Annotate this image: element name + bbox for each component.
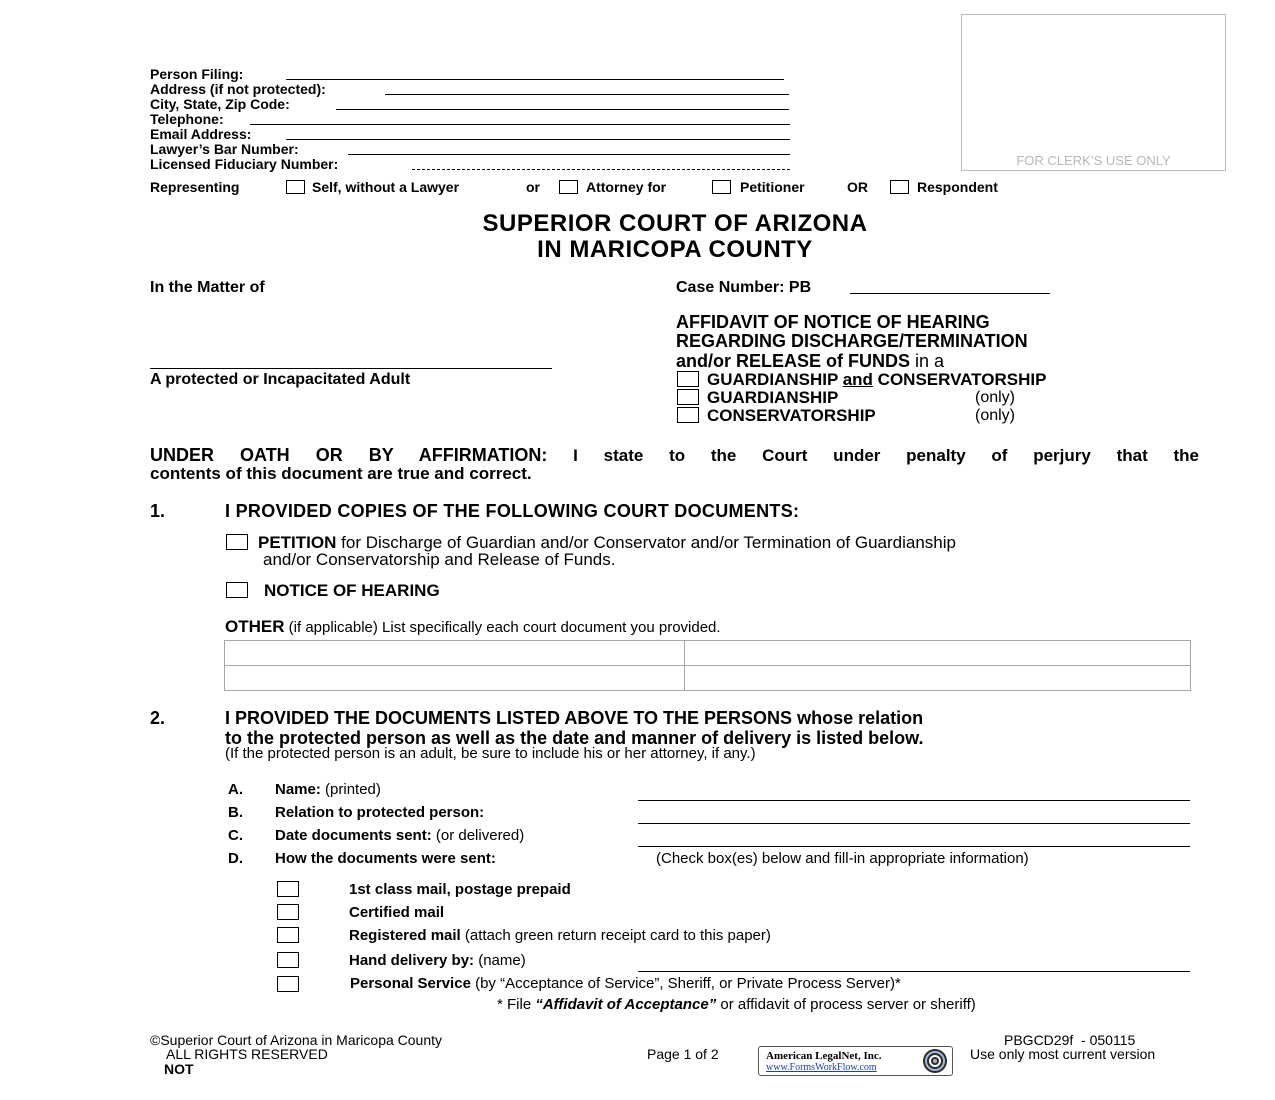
matter-of-label: In the Matter of xyxy=(150,279,265,296)
hand-delivery xyxy=(349,952,526,969)
fiduciary-number-label: Licensed Fiduciary Number: xyxy=(150,156,339,172)
table-column-divider xyxy=(684,641,685,690)
date-sent-field[interactable] xyxy=(638,846,1190,847)
telephone-field[interactable] xyxy=(250,124,790,125)
section2-number: 2. xyxy=(150,708,166,728)
section2-heading-rest: whose relation xyxy=(797,708,924,728)
footer-form-code: PBGCD29f - 050115 xyxy=(1004,1032,1136,1048)
hand-delivery-label: Hand delivery by: xyxy=(349,952,475,969)
email-field[interactable] xyxy=(286,139,790,140)
guardianship-only-label: GUARDIANSHIP xyxy=(707,388,839,407)
case-number-field[interactable] xyxy=(850,293,1050,294)
or-upper-text: OR xyxy=(847,179,868,195)
protected-person-name-field[interactable] xyxy=(150,368,552,369)
fiduciary-number-field[interactable] xyxy=(412,169,790,170)
section2-heading-line2: to the protected person as well as the date and manner of delivery is listed below. xyxy=(225,728,924,748)
registered-mail xyxy=(349,927,771,944)
opt1-and: and xyxy=(842,370,873,389)
footer-version-note: Use only most current version xyxy=(970,1046,1156,1062)
address-field[interactable] xyxy=(385,94,789,95)
respondent-checkbox[interactable] xyxy=(890,180,909,194)
case-number-label: Case Number: PB xyxy=(676,279,812,296)
other-text: (if applicable) List specifically each court document you provided. xyxy=(288,619,721,636)
hand-delivery-checkbox[interactable] xyxy=(277,952,299,968)
bar-number-field[interactable] xyxy=(348,154,790,155)
registered-mail-label: Registered mail xyxy=(349,927,461,944)
first-class-mail-label: 1st class mail, postage prepaid xyxy=(349,881,571,898)
certified-mail-label: Certified mail xyxy=(349,904,445,921)
certified-mail-checkbox[interactable] xyxy=(277,904,299,920)
notice-of-hearing-label: NOTICE OF HEARING xyxy=(264,581,440,600)
item-a xyxy=(275,781,381,798)
person-filing-label: Person Filing: xyxy=(150,66,244,82)
item-d-letter: D. xyxy=(228,850,243,867)
item-c xyxy=(275,827,524,844)
guardianship-only-note: (only) xyxy=(975,389,1016,406)
city-state-zip-label: City, State, Zip Code: xyxy=(150,96,290,112)
document-title-line3 xyxy=(676,351,944,372)
registered-mail-checkbox[interactable] xyxy=(277,927,299,943)
opt1-part-b: CONSERVATORSHIP xyxy=(872,370,1047,389)
clerk-use-label: FOR CLERK’S USE ONLY xyxy=(1016,153,1171,168)
other-documents-table xyxy=(224,640,1191,691)
title-suffix: in a xyxy=(910,351,945,371)
hand-delivery-name-field[interactable] xyxy=(638,971,1190,972)
item-a-letter: A. xyxy=(228,781,243,798)
guardianship-and-conservatorship-checkbox[interactable] xyxy=(677,371,699,387)
registered-mail-hint: (attach green return receipt card to this paper) xyxy=(464,927,771,944)
section2-heading-bold: I PROVIDED THE DOCUMENTS LISTED ABOVE TO THE PERSONS xyxy=(225,708,793,728)
logo-swirl-icon xyxy=(922,1048,948,1074)
recipient-name-field[interactable] xyxy=(638,800,1190,801)
personal-service xyxy=(350,975,901,992)
item-a-label: Name: xyxy=(275,781,321,798)
oath-line1 xyxy=(150,445,1199,466)
personal-service-label: Personal Service xyxy=(350,975,471,992)
conservatorship-only-label: CONSERVATORSHIP xyxy=(707,406,876,425)
petition-line2: and/or Conservatorship and Release of Funds. xyxy=(263,550,616,569)
footer-page-number: Page 1 of 2 xyxy=(647,1046,719,1062)
affidavit-footnote xyxy=(497,996,976,1013)
personal-service-hint: (by “Acceptance of Service”, Sheriff, or Private Process Server)* xyxy=(475,975,901,992)
opt1-part-a: GUARDIANSHIP xyxy=(707,370,843,389)
respondent-label: Respondent xyxy=(917,179,998,195)
section1-heading: I PROVIDED COPIES OF THE FOLLOWING COURT DOCUMENTS: xyxy=(225,501,800,521)
american-legalnet-logo[interactable] xyxy=(758,1046,953,1076)
guardianship-only-checkbox[interactable] xyxy=(677,389,699,405)
city-state-zip-field[interactable] xyxy=(336,109,789,110)
conservatorship-only-checkbox[interactable] xyxy=(677,407,699,423)
logo-website-link[interactable]: www.FormsWorkFlow.com xyxy=(766,1062,877,1073)
telephone-label: Telephone: xyxy=(150,111,224,127)
first-class-mail-checkbox[interactable] xyxy=(277,881,299,897)
section1-number: 1. xyxy=(150,501,166,521)
representing-label: Representing xyxy=(150,179,240,195)
footer-rights: ALL RIGHTS RESERVED xyxy=(166,1046,328,1062)
title-prefix: and/or xyxy=(676,351,737,371)
bar-number-label: Lawyer’s Bar Number: xyxy=(150,141,299,157)
other-line xyxy=(225,617,721,637)
person-filing-field[interactable] xyxy=(286,79,784,80)
attorney-checkbox[interactable] xyxy=(559,180,578,194)
check-instruction: (Check box(es) below and fill-in appropriate information) xyxy=(656,850,1029,867)
protected-adult-label: A protected or Incapacitated Adult xyxy=(150,371,411,388)
item-d-label: How the documents were sent: xyxy=(275,850,496,867)
guardianship-and-conservatorship-label xyxy=(707,370,1046,390)
attorney-label: Attorney for xyxy=(586,179,667,195)
oath-line2: contents of this document are true and correct. xyxy=(150,464,532,483)
court-title-line2: IN MARICOPA COUNTY xyxy=(537,236,813,263)
footer-not: NOT xyxy=(164,1061,194,1077)
item-b-label: Relation to protected person: xyxy=(275,804,485,821)
address-label: Address (if not protected): xyxy=(150,81,326,97)
footnote-affidavit: “Affidavit of Acceptance” xyxy=(535,996,717,1013)
personal-service-checkbox[interactable] xyxy=(277,976,299,992)
petition-label: PETITION xyxy=(258,533,337,552)
petitioner-label: Petitioner xyxy=(740,179,805,195)
relation-field[interactable] xyxy=(638,823,1190,824)
self-label: Self, without a Lawyer xyxy=(312,179,460,195)
clerk-use-box xyxy=(961,14,1226,171)
footnote-star: * File xyxy=(497,996,536,1013)
self-checkbox[interactable] xyxy=(286,180,305,194)
conservatorship-only-note: (only) xyxy=(975,407,1016,424)
footer-copyright: ©Superior Court of Arizona in Maricopa County xyxy=(150,1032,443,1048)
section2-note: (If the protected person is an adult, be sure to include his or her attorney, if any.) xyxy=(225,745,756,762)
petitioner-checkbox[interactable] xyxy=(712,180,731,194)
notice-of-hearing-checkbox[interactable] xyxy=(226,582,248,598)
item-c-hint: (or delivered) xyxy=(435,827,525,844)
item-c-letter: C. xyxy=(228,827,243,844)
petition-text-1: for Discharge of Guardian and/or Conservator and/or Termination of Guardianship xyxy=(341,533,956,552)
title-release-funds: RELEASE of FUNDS xyxy=(736,351,911,371)
logo-company-name: American LegalNet, Inc. xyxy=(766,1050,882,1062)
oath-label: UNDER OATH OR BY AFFIRMATION: xyxy=(150,445,548,465)
document-title-line2: REGARDING DISCHARGE/TERMINATION xyxy=(676,331,1028,351)
court-title-line1: SUPERIOR COURT OF ARIZONA xyxy=(482,210,868,237)
item-a-hint: (printed) xyxy=(325,781,381,798)
oath-text-1: I state to the Court under penalty of perjury that the xyxy=(573,446,1199,465)
other-label: OTHER xyxy=(225,617,285,636)
item-b-letter: B. xyxy=(228,804,243,821)
section2-heading-line1 xyxy=(225,708,923,729)
footnote-rest: or affidavit of process server or sheriff) xyxy=(716,996,976,1013)
item-c-label: Date documents sent: xyxy=(275,827,432,844)
hand-delivery-hint: (name) xyxy=(478,952,526,969)
email-label: Email Address: xyxy=(150,126,252,142)
document-title-line1: AFFIDAVIT OF NOTICE OF HEARING xyxy=(676,312,990,332)
or-text: or xyxy=(526,179,540,195)
petition-checkbox[interactable] xyxy=(226,534,248,550)
table-row-divider xyxy=(225,665,1190,666)
